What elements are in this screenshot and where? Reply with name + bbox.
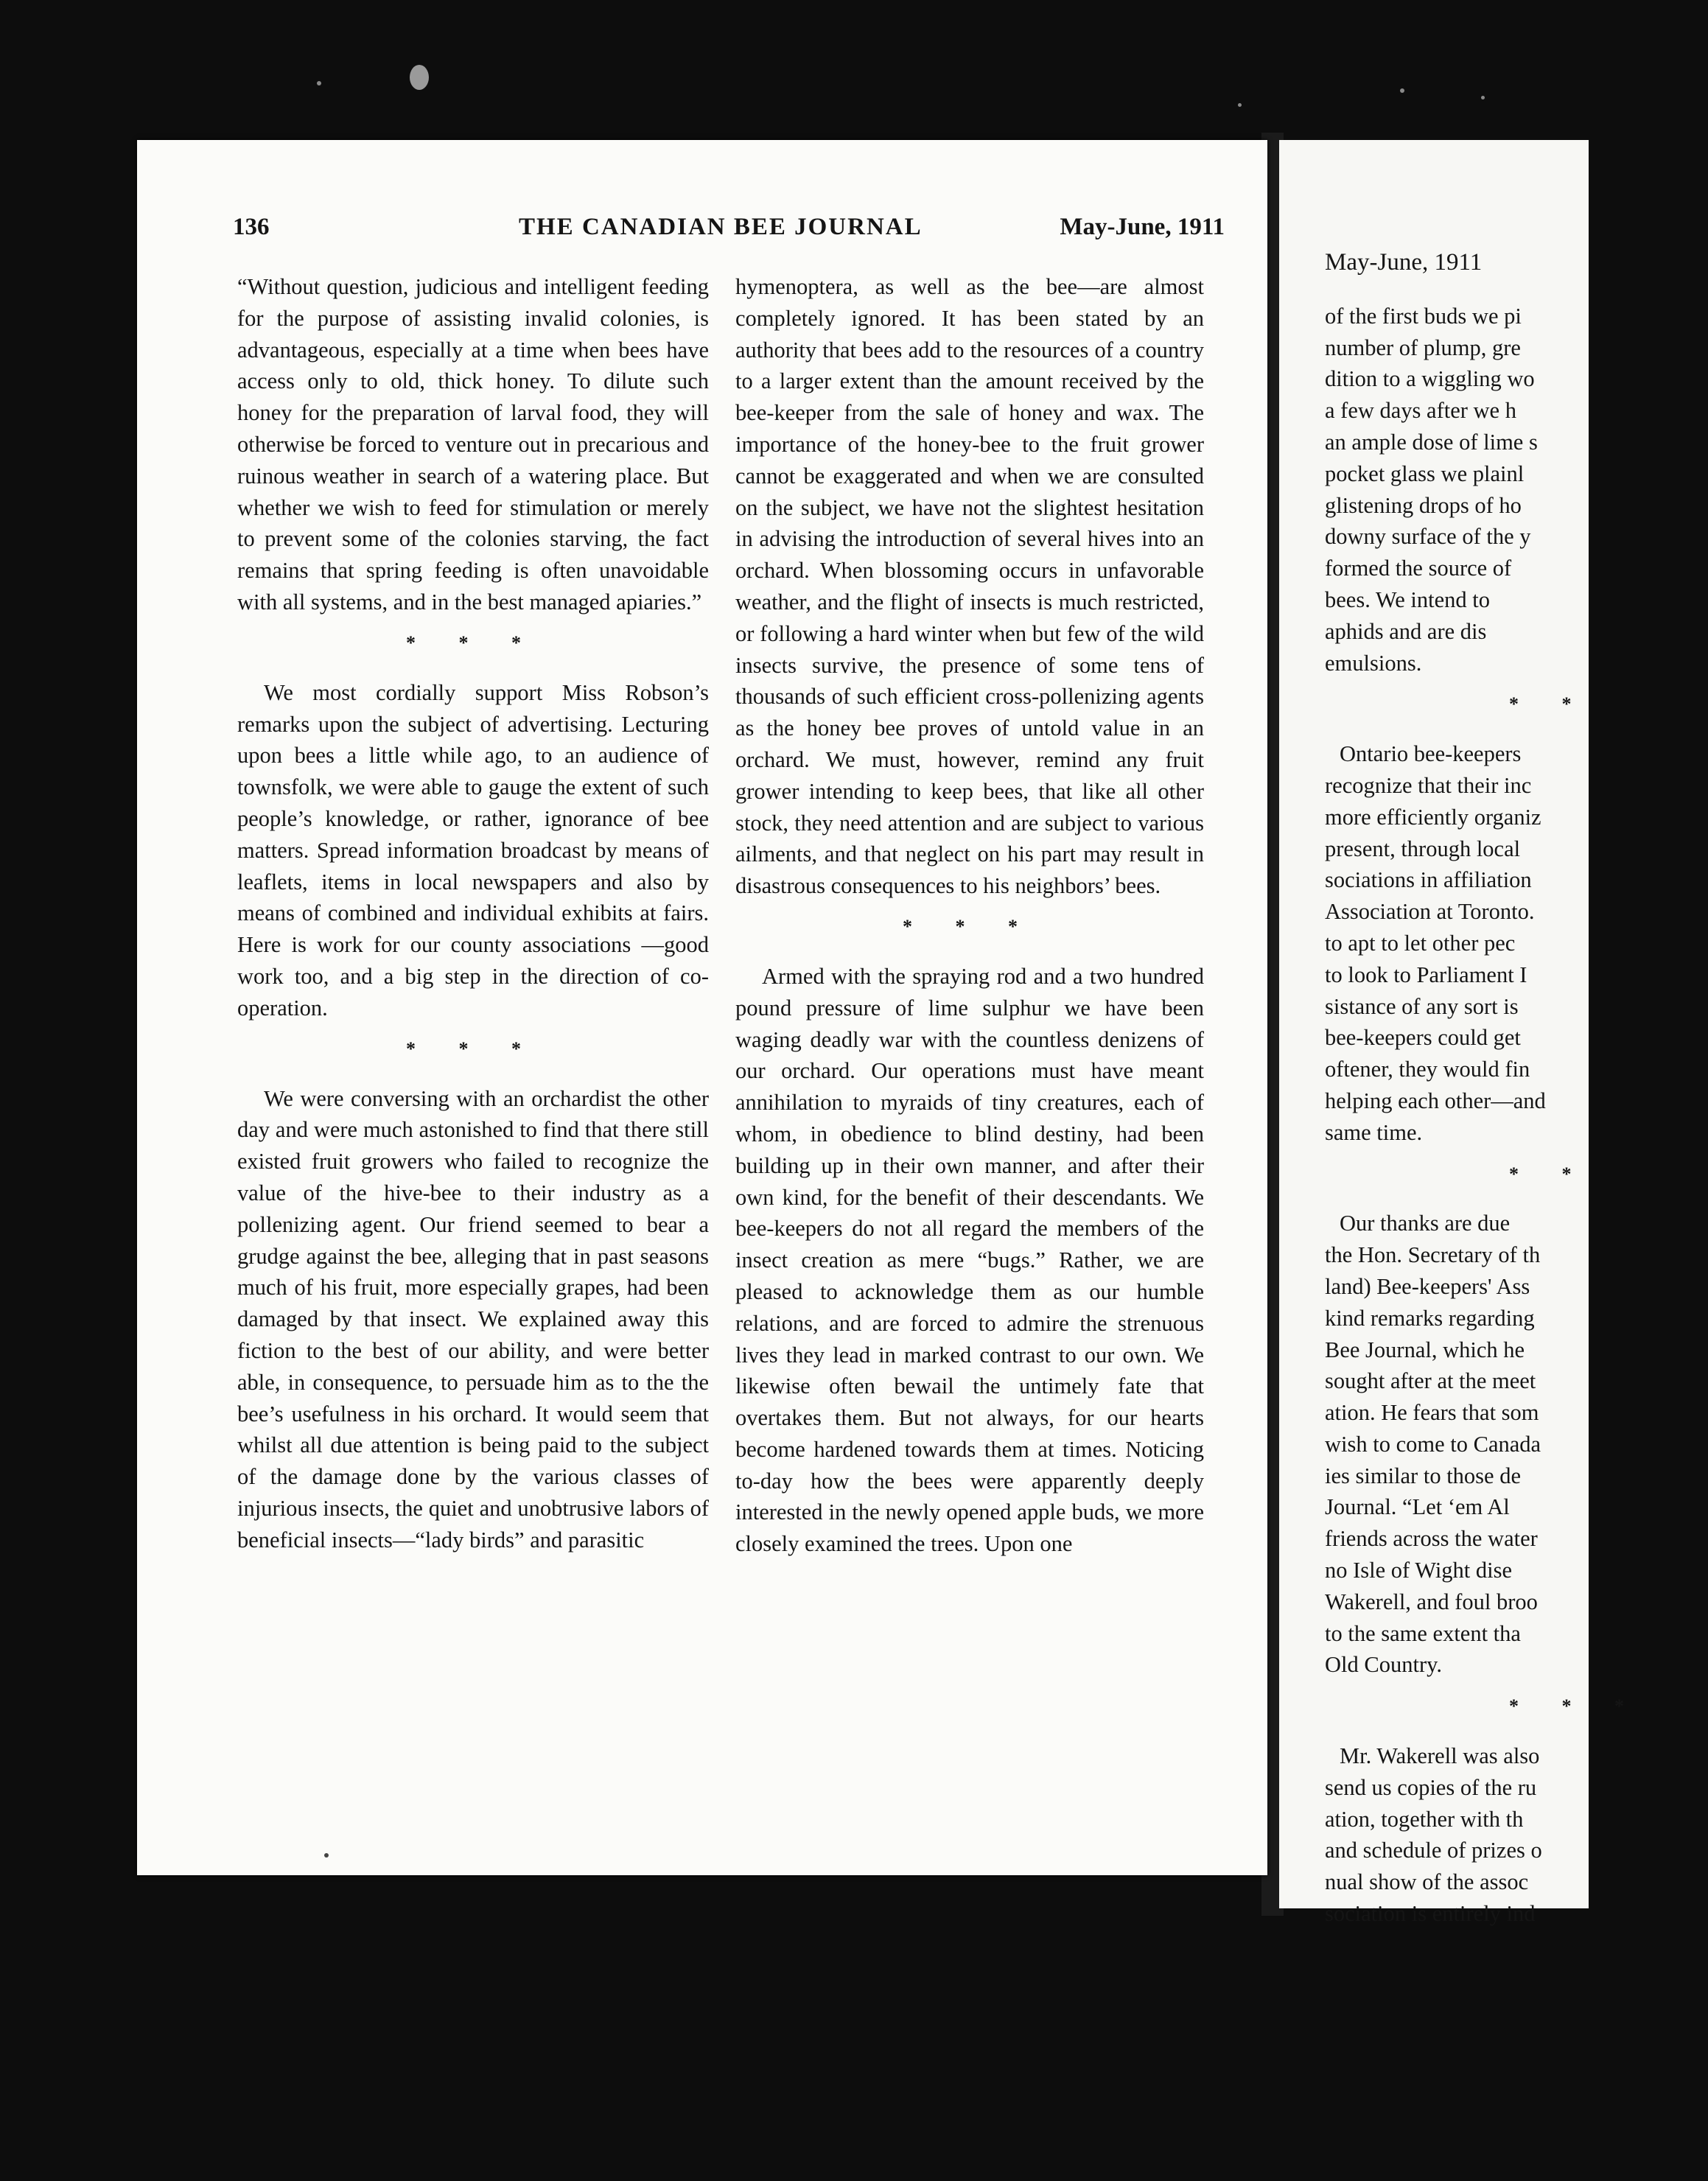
- text-line: formed the source of: [1325, 556, 1512, 581]
- text-line: send us copies of the ru: [1325, 1774, 1537, 1800]
- scan-speck: [1481, 96, 1485, 99]
- scan-speck: [317, 81, 321, 85]
- section-divider: * * *: [406, 1037, 540, 1060]
- text-line: bee-keepers could get: [1325, 1025, 1521, 1051]
- text-line: downy surface of the y: [1325, 524, 1531, 550]
- text-line: Mr. Wakerell was also: [1340, 1743, 1540, 1769]
- page-number: 136: [233, 214, 270, 240]
- text-line: no Isle of Wight dise: [1325, 1558, 1513, 1583]
- text-line: Old Country.: [1325, 1652, 1442, 1678]
- text-line: Our thanks are due: [1340, 1211, 1511, 1236]
- paragraph: Armed with the spraying rod and a two hundred pound pressure of lime sulphur we have been waging deadly war with the countless denizens of our orchard. Our operations must have meant annihilation to myraids of tiny creatures, each of whom, in obedience to blind destiny, had been building up in their own manner, and after their own kind, for the benefit of their descendants. We bee-keepers do not all regard the members of the insect creation as mere “bugs.” Rather, we are pleased to acknowledge them as our humble relations, and are forced to admire the strenuous lives they lead in marked contrast to our own. We likewise often bewail the untimely fate that overtakes them. But not always, for our hearts become hardened towards them at times. Noticing to-day how the bees were apparently deeply interested in the newly opened apple buds, we more closely examined the trees. Upon one: [735, 963, 1204, 1557]
- running-header: [233, 214, 1225, 251]
- line-group-d: [1325, 1740, 1708, 1930]
- text-line: helping each other—and: [1325, 1088, 1546, 1113]
- text-line: Bee Journal, which he: [1325, 1337, 1525, 1362]
- right-page-column: [1325, 247, 1708, 1930]
- text-line: pocket glass we plainl: [1325, 461, 1525, 486]
- text-line: oftener, they would fin: [1325, 1057, 1530, 1082]
- scan-speck: [1238, 103, 1242, 107]
- text-line: an ample dose of lime s: [1325, 429, 1538, 455]
- left-page: [137, 140, 1267, 1875]
- text-line: sistance of any sort is: [1325, 993, 1519, 1019]
- line-group-b: [1325, 738, 1708, 1148]
- paragraph: hymenoptera, as well as the bee—are almost completely ignored. It has been stated by an authority that bees add to the resources of a country to a larger extent than the amount received by the bee-keeper from the sale of honey and wax. The importance of the honey-bee to the fruit grower cannot be exaggerated and when we are consulted on the subject, we have not the slightest hesitation in advising the introduction of several hives into an orchard. When blossoming occurs in unfavorable weather, and the flight of insects is much restricted, or following a hard winter when but few of the wild insects survive, the presence of some tens of thousands of such efficient cross-pollenizing agents as the honey bee proves of untold value in an orchard. We must, however, remind any fruit grower intending to keep bees, that like all other stock, they need attention and are subject to various ailments, and that neglect on his part may result in disastrous consequences to his neighbors’ bees.: [735, 274, 1204, 899]
- text-line: of the first buds we pi: [1325, 303, 1522, 329]
- section-divider: * * *: [1509, 1695, 1643, 1718]
- section-divider: * *: [1509, 1163, 1591, 1185]
- text-line: to apt to let other pec: [1325, 930, 1516, 956]
- text-line: ies similar to those de: [1325, 1463, 1521, 1488]
- text-line: wish to come to Canada: [1325, 1431, 1541, 1457]
- section-divider: * *: [1509, 693, 1591, 715]
- scan-speck: [410, 65, 429, 90]
- text-line: glistening drops of ho: [1325, 492, 1522, 518]
- scan-speck: [1400, 88, 1404, 93]
- text-line: aphids and are dis: [1325, 618, 1487, 644]
- text-line: the Hon. Secretary of th: [1325, 1242, 1541, 1268]
- text-line: Wakerell, and foul broo: [1325, 1589, 1538, 1614]
- text-line: recognize that their inc: [1325, 772, 1532, 798]
- text-line: Association at Toronto.: [1325, 899, 1535, 925]
- text-line: sought after at the meet: [1325, 1368, 1536, 1394]
- scan-speck: [324, 1853, 329, 1858]
- paragraph: We were conversing with an orchardist the other day and were much astonished to find that there still existed fruit growers who failed to recognize the value of the hive-bee to their industry as a pollenizing agent. Our friend seemed to bear a grudge against the bee, alleging that in past seasons much of his fruit, more especially grapes, had been damaged by that insect. We explained away this fiction to the best of our ability, and were better able, in consequence, to persuade him as to the the bee’s usefulness in his orchard. It would seem that whilst all due attention is being paid to the subject of the damage done by the various classes of injurious insects, the quiet and unobtrusive labors of beneficial insects—“lady birds” and parasitic: [237, 1085, 709, 1552]
- text-line: and schedule of prizes o: [1325, 1838, 1542, 1863]
- text-line: number of plump, gre: [1325, 335, 1521, 360]
- text-line: ation, together with th: [1325, 1806, 1524, 1832]
- journal-title: THE CANADIAN BEE JOURNAL: [519, 214, 923, 240]
- text-column-1: [237, 271, 709, 1555]
- text-line: sociation is entirely ind: [1325, 1901, 1536, 1927]
- paragraph: We most cordially support Miss Robson’s remarks upon the subject of advertising. Lecturing upon bees a little while ago, to an audience of townsfolk, we were able to gauge the extent of such people’s knowledge, or rather, ignorance of bee matters. Spread information broadcast by means of leaflets, items in local newspapers and also by means of combined and individual exhibits at fairs. Here is work for our county associations —good work too, and a big step in the direction of co-operation.: [237, 679, 709, 1021]
- text-line: emulsions.: [1325, 650, 1422, 676]
- line-group-c: [1325, 1208, 1708, 1681]
- text-line: to the same extent tha: [1325, 1620, 1521, 1646]
- text-line: more efficiently organiz: [1325, 804, 1541, 830]
- right-page: [1279, 140, 1643, 1927]
- text-line: land) Bee-keepers' Ass: [1325, 1273, 1530, 1299]
- text-line: kind remarks regarding: [1325, 1305, 1535, 1331]
- text-line: Ontario bee-keepers: [1340, 741, 1522, 767]
- text-line: nual show of the assoc: [1325, 1869, 1529, 1895]
- text-line: Journal. “Let ‘em Al: [1325, 1494, 1510, 1520]
- text-line: friends across the water: [1325, 1526, 1538, 1552]
- text-line: present, through local: [1325, 836, 1521, 861]
- text-line: a few days after we h: [1325, 398, 1516, 424]
- issue-date: May-June, 1911: [1060, 214, 1225, 240]
- text-line: dition to a wiggling wo: [1325, 366, 1535, 392]
- section-divider: * * *: [406, 631, 540, 654]
- text-column-2: [735, 271, 1204, 1560]
- issue-date: May-June, 1911: [1325, 249, 1483, 276]
- text-line: bees. We intend to: [1325, 587, 1490, 612]
- section-divider: * * *: [903, 915, 1037, 937]
- text-line: to look to Parliament I: [1325, 962, 1527, 987]
- text-line: ation. He fears that som: [1325, 1400, 1539, 1426]
- text-line: sociations in affiliation: [1325, 867, 1532, 893]
- paragraph: “Without question, judicious and intelligent feeding for the purpose of assisting invalid colonies, is advantageous, especially at a time when bees have access only to old, thick honey. To dilute such honey for the preparation of larval food, they will otherwise be forced to venture out in precarious and ruinous weather in search of a watering place. But whether we wish to feed for stimulation or merely to prevent some of the colonies starving, the fact remains that spring feeding is often unavoidable with all systems, and in the best managed apiaries.”: [237, 274, 709, 615]
- text-line: same time.: [1325, 1119, 1423, 1145]
- line-group-a: [1325, 301, 1708, 679]
